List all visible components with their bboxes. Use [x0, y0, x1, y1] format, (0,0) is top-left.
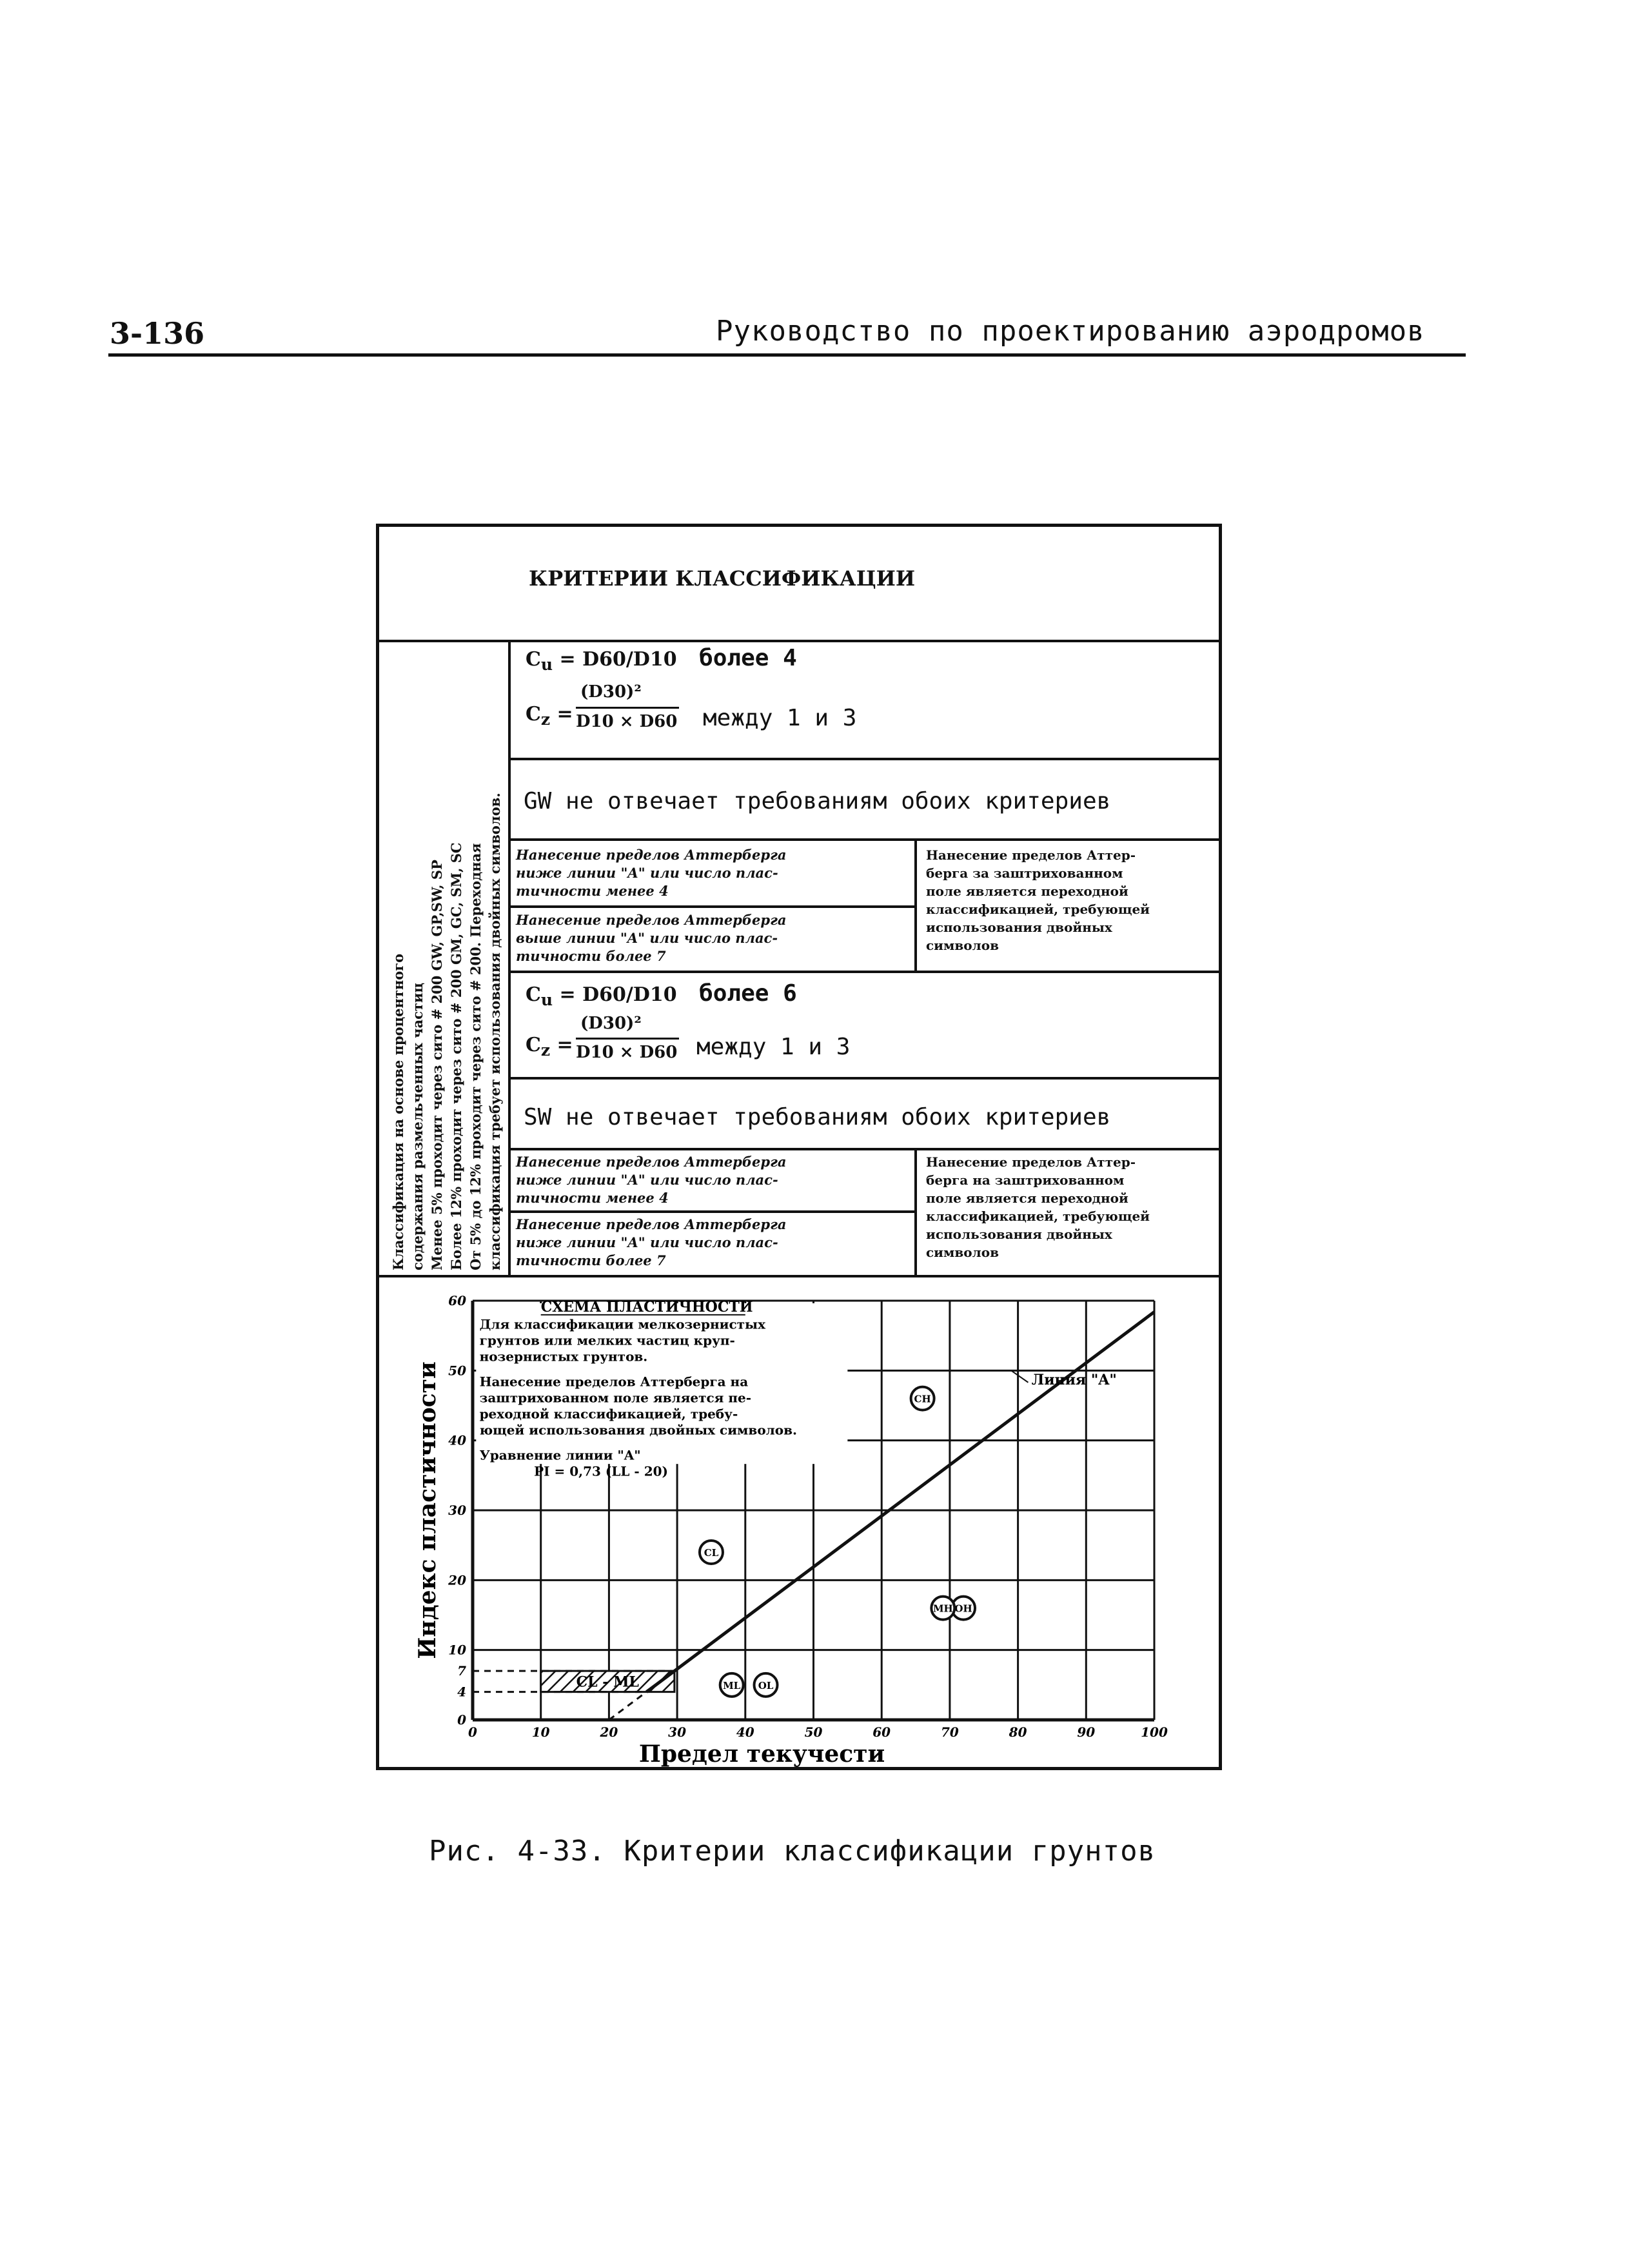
chart-annotation-line: реходной классификацией, требу-	[479, 1406, 738, 1422]
text-line: Нанесение пределов Аттерберга	[516, 912, 787, 928]
soil-group-label: MH	[932, 1602, 953, 1615]
divider	[508, 1077, 1222, 1080]
cu-subscript: u	[540, 655, 553, 674]
hatched-region-label: CL - ML	[576, 1673, 639, 1691]
cu-symbol: C	[526, 648, 541, 671]
x-tick-label: 100	[1141, 1724, 1168, 1740]
cu-symbol: C	[526, 983, 541, 1006]
figure-caption: Рис. 4-33. Критерии классификации грунтов	[429, 1835, 1156, 1868]
text-line: символов	[926, 1245, 999, 1260]
x-tick-label: 60	[872, 1724, 891, 1740]
divider	[914, 1148, 917, 1275]
soil-group-label: OL	[758, 1679, 774, 1691]
side-note-line: классификация требует использования двойных символов.	[487, 793, 503, 1270]
gravel-cz-numerator: (D30)²	[580, 682, 642, 702]
text-line: Нанесение пределов Аттер-	[926, 847, 1136, 863]
text-line: тичности более 7	[516, 948, 666, 964]
text-line: поле является переходной	[926, 883, 1128, 899]
criteria-title: КРИТЕРИИ КЛАССИФИКАЦИИ	[529, 566, 916, 591]
gravel-cz-denominator: D10 × D60	[576, 712, 678, 731]
cu-subscript: u	[540, 991, 553, 1009]
sand-cu-formula	[526, 980, 797, 1009]
cz-symbol: C	[526, 1034, 541, 1056]
x-axis-label: Предел текучести	[638, 1740, 885, 1768]
dashed-guide-line	[609, 1692, 646, 1720]
text-line: использования двойных	[926, 1227, 1112, 1242]
text-line: Нанесение пределов Аттерберга	[516, 1154, 787, 1170]
soil-group-label: ML	[723, 1679, 741, 1691]
y-tick-label: 7	[457, 1663, 466, 1679]
divider	[508, 1148, 1222, 1150]
cz-subscript: z	[540, 710, 551, 729]
cu-criterion: более 4	[699, 645, 797, 671]
divider	[508, 971, 1222, 973]
sand-below-a-line-high-pi	[516, 1216, 787, 1270]
side-note-line: Классификация на основе процентного	[390, 953, 406, 1270]
sand-cz-numerator: (D30)²	[580, 1014, 642, 1033]
x-tick-label: 30	[668, 1724, 687, 1740]
text-line: Нанесение пределов Аттерберга	[516, 1216, 787, 1232]
plasticity-chart	[376, 1275, 1222, 1770]
soil-group-label: CL	[704, 1547, 719, 1559]
text-line: Нанесение пределов Аттер-	[926, 1154, 1136, 1170]
soil-group-label: OH	[954, 1602, 972, 1615]
chart-annotation-line: ющей использования двойных символов.	[479, 1422, 797, 1438]
header-rule	[108, 353, 1466, 357]
y-tick-label: 20	[448, 1572, 466, 1588]
fraction-bar	[576, 707, 679, 709]
side-note-line: Менее 5% проходит через сито # 200 GW, GP,SW, SP	[429, 860, 445, 1270]
divider	[508, 838, 1222, 841]
y-tick-label: 0	[457, 1712, 466, 1728]
divider	[508, 905, 914, 908]
sand-cz-formula: $C_z$ =	[526, 1034, 573, 1060]
page-number: 3-136	[110, 316, 205, 351]
text-line: ниже линии "A" или число плас-	[516, 865, 778, 881]
gravel-cu-formula	[526, 645, 797, 674]
fraction-bar	[576, 1038, 679, 1040]
running-header-title: Руководство по проектированию аэродромов	[716, 315, 1425, 348]
sand-cz-denominator: D10 × D60	[576, 1043, 678, 1062]
cz-symbol: C	[526, 703, 541, 725]
side-note	[389, 793, 505, 1270]
gravel-cz-criterion: между 1 и 3	[703, 705, 857, 731]
gravel-below-a-line	[516, 846, 787, 900]
sand-fail-text: SW не отвечает требованиям обоих критериев	[524, 1104, 1111, 1130]
cu-expression: = D60/D10	[559, 983, 677, 1006]
gravel-above-a-line	[516, 911, 787, 965]
x-tick-label: 90	[1077, 1724, 1096, 1740]
text-line: классификацией, требующей	[926, 1208, 1150, 1224]
text-line: тичности менее 4	[516, 883, 669, 899]
y-axis-label: Индекс пластичности	[414, 1361, 441, 1659]
y-tick-label: 60	[448, 1293, 466, 1308]
y-tick-label: 50	[448, 1363, 466, 1379]
text-line: выше линии "A" или число плас-	[516, 930, 778, 946]
sand-hatched-note	[926, 1153, 1150, 1261]
x-tick-label: 0	[468, 1724, 477, 1740]
y-tick-label: 40	[448, 1432, 466, 1448]
chart-title: СХЕМА ПЛАСТИЧНОСТИ	[540, 1298, 753, 1316]
text-line: классификацией, требующей	[926, 902, 1150, 917]
cu-expression: = D60/D10	[559, 648, 677, 671]
a-line-label: Линия "A"	[1031, 1372, 1117, 1388]
gravel-hatched-note	[926, 846, 1150, 954]
text-line: тичности менее 4	[516, 1190, 669, 1206]
soil-group-label: CH	[914, 1393, 931, 1405]
gravel-cz-formula: $C_z$ =	[526, 703, 573, 729]
divider	[914, 838, 917, 971]
side-note-line: От 5% до 12% проходит через сито # 200. Переходная	[468, 843, 484, 1270]
gravel-fail-text: GW не отвечает требованиям обоих критериев	[524, 788, 1111, 814]
divider	[508, 758, 1222, 760]
text-line: тичности более 7	[516, 1252, 666, 1268]
text-line: ниже линии "A" или число плас-	[516, 1234, 778, 1250]
text-line: берга на заштрихованном	[926, 1172, 1125, 1188]
text-line: использования двойных	[926, 920, 1112, 935]
x-tick-label: 50	[804, 1724, 823, 1740]
cz-subscript: z	[540, 1041, 551, 1060]
x-tick-label: 80	[1009, 1724, 1027, 1740]
side-note-line: содержания размельченных частиц	[409, 983, 426, 1270]
y-tick-label: 30	[448, 1503, 466, 1518]
sand-cz-criterion: между 1 и 3	[696, 1034, 851, 1060]
title-divider	[376, 640, 1222, 642]
side-note-line: Более 12% проходит через сито # 200 GM, GC, SM, SC	[448, 842, 464, 1270]
chart-annotation-line: заштрихованном поле является пе-	[479, 1390, 752, 1406]
y-tick-label: 4	[457, 1684, 466, 1700]
text-line: поле является переходной	[926, 1190, 1128, 1206]
text-line: символов	[926, 938, 999, 953]
y-tick-label: 10	[448, 1642, 466, 1658]
chart-annotation-line: PI = 0,73 (LL - 20)	[534, 1463, 669, 1479]
chart-annotation-line: нозернистых грунтов.	[479, 1348, 648, 1365]
chart-annotation-line: Нанесение пределов Аттерберга на	[479, 1374, 749, 1390]
sand-below-a-line	[516, 1153, 787, 1207]
a-line-pointer	[1011, 1370, 1028, 1382]
side-column-divider	[508, 640, 511, 1275]
chart-annotation-line: грунтов или мелких частиц круп-	[479, 1332, 735, 1348]
x-tick-label: 40	[736, 1724, 754, 1740]
divider	[508, 1210, 914, 1213]
x-tick-label: 20	[600, 1724, 618, 1740]
chart-annotation-line: Для классификации мелкозернистых	[479, 1316, 766, 1332]
chart-annotation-line: Уравнение линии "A"	[479, 1447, 641, 1463]
text-line: Нанесение пределов Аттерберга	[516, 847, 787, 863]
cu-criterion: более 6	[699, 980, 797, 1007]
x-tick-label: 10	[531, 1724, 550, 1740]
text-line: ниже линии "A" или число плас-	[516, 1172, 778, 1188]
x-tick-label: 70	[940, 1724, 959, 1740]
text-line: берга за заштрихованном	[926, 865, 1123, 881]
